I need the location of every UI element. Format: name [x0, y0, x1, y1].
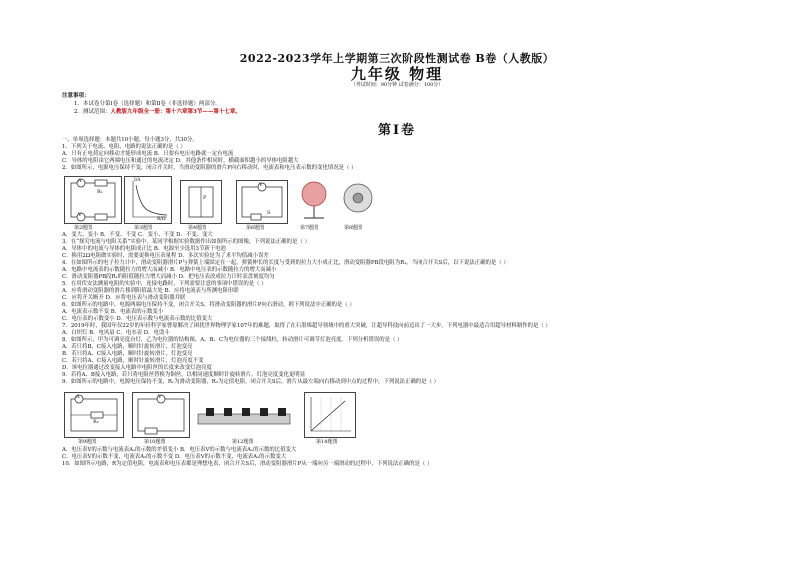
question-line: A．电流表示数不变 B．电流表的示数变小: [62, 309, 164, 315]
figure-potentiometer-q8: [338, 178, 378, 222]
voltmeter-label: V: [78, 212, 82, 218]
lamp-illustration: [296, 178, 332, 222]
question-line: B．若只将A、C接入电路，顺时针旋转滑片，灯泡变亮: [62, 351, 193, 357]
question-line: C．换用2Ω电阻做实验时，需要更换电压表量程 D．多次实验是为了求平均值减小误差: [62, 253, 269, 259]
figure-graph-q14: [304, 392, 356, 438]
figure-graph-q3: [124, 176, 172, 224]
potentiometer-illustration: [338, 178, 378, 222]
question-line: C．若只将A、C接入电路，顺时针旋转滑片，灯泡亮度不变: [62, 358, 204, 364]
figure-caption: 第9题图: [78, 439, 97, 445]
question-line: 9．如图所示的电路中，电源电压保持不变，R₁为滑动变阻器，R₂为定值电阻。闭合开关S后，滑片从最左端向右移动到中点的过程中，下列说法正确的是（ ）: [62, 379, 440, 385]
force-gauge-diagram: [181, 181, 221, 223]
question-line: C．滑动变阻器PB段R₁的阻值随拉力增大而减小 D．把电压表改成拉力计时表盘刻度均匀: [62, 274, 275, 280]
figure-caption: 第4题图: [188, 225, 207, 231]
voltmeter-label: V: [259, 182, 263, 188]
figure-caption: 第14题图: [316, 439, 338, 445]
ammeter-label: A: [78, 178, 82, 184]
question-line: D．该电位器通过改变接入电路中电阻丝的长度来改变灯泡亮度: [62, 365, 212, 371]
question-line: 3．在“探究电流与电阻关系”实验中，某同学根据实验数据作出如图所示的图像，下列说法正确的是（ ）: [62, 239, 310, 245]
question-line: A．若只将B、C接入电路，顺时针旋转滑片，灯泡变亮: [62, 344, 193, 350]
figure-circuit-q6: [236, 180, 288, 224]
question-line: A．变大、变小 B．不变、不变 C．变小、不变 D．不变、变大: [62, 232, 213, 238]
note-item-2-prefix: 2．测试范围：: [74, 109, 111, 115]
figure-caption: 第8题图: [344, 225, 363, 231]
exam-info: （考试时间：90分钟 试卷满分：100分）: [350, 82, 444, 88]
figure-caption: 第10题图: [144, 439, 166, 445]
question-line: 9．若将A、B接入电路，若只将电阻丝替换为铜丝，以相同速度顺时针旋转滑片，灯泡亮度变化更明显: [62, 372, 306, 378]
note-item-1: 1．本试卷分第Ⅰ卷（选择题）和第Ⅱ卷（非选择题）两部分。: [74, 101, 221, 107]
figure-circuit-q10: [132, 392, 190, 438]
switch-label: S: [267, 210, 271, 216]
figure-lamp-q7: [296, 178, 332, 222]
ammeter-label: A: [76, 394, 80, 400]
question-line: 4．在如图所示的电子拉力计中，滑动变阻器滑片P与弹簧上端固定在一起，弹簧伸长的长度与受到的拉力大小成正比，滑动变阻器PB段电阻为R₁，当闭合开关S后，以下说法正确的是（ ）: [62, 260, 509, 266]
voltmeter-label: V: [158, 394, 162, 400]
volume-title: 第Ⅰ卷: [377, 123, 417, 138]
question-line: C．导体的电阻由它两端电压和通过的电流决定 D．其他条件相同时，横截面积越小的导体电阻越大: [62, 158, 299, 164]
question-line: 1．下列关于电流、电阻、电路的说法正确的是（ ）: [62, 144, 186, 150]
question-line: A．白炽灯 B．电风扇 C．电水壶 D．电烫斗: [62, 330, 170, 336]
graph-y-label: I/A: [134, 178, 141, 183]
figure-circuit-q2: [64, 176, 122, 224]
question-line: 7．2019年时，我国年仅22岁的年轻科学家曹原解决了困扰世界物理学家107年的难题，取得了在石墨烯超导领域中的重大突破，让超导科技向前迈出了一大步。下列电器中最适合用超导材料制作的是（ ）: [62, 323, 551, 329]
question-line: 10．如图所示电路，R为定值电阻，电流表和电压表都是理想电表，闭合开关S后，滑动变阻器滑片P从一端向另一端滑动的过程中，下列说法正确的是（ ）: [62, 461, 433, 467]
question-line: 8．如图所示，甲为可调亮度台灯，乙为电位器的结构图，A、B、C为电位器的三个接线柱，转动滑片可调节灯泡亮度。下列分析错误的是（ ）: [62, 337, 403, 343]
resistor-label: R₂: [93, 419, 99, 425]
exam-title: 2022-2023学年上学期第三次阶段性测试卷 B卷（人教版）: [239, 52, 555, 65]
graph-x-label: R/Ω: [157, 217, 166, 222]
graph-diagram: [305, 393, 355, 437]
question-line: C．电压表V的示数不变，电流表A₂的示数不变 D．电压表V的示数不变，电流表A₁的示数变大: [62, 454, 287, 460]
question-line: A．电路中电流表的示数随拉力的增大而减小 B．电路中电压表的示数随拉力的增大而减小: [62, 267, 277, 273]
note-item-2-scope: 人教版九年级全一册：第十六章第3节——第十七章。: [110, 109, 241, 115]
figure-resistor-board-q12: [196, 402, 292, 436]
question-line: C．应将开关断开 D．应将电压表与滑动变阻器并联: [62, 295, 186, 301]
question-line: A．导体中的电流与导体的电阻成正比 B．电源至少选用3节新干电池: [62, 246, 226, 252]
circuit-diagram: [65, 177, 121, 223]
circuit-diagram: [65, 393, 123, 437]
subject-title: 九年级 物理: [350, 65, 444, 83]
slider-label: P: [203, 195, 207, 201]
figure-caption: 第12题图: [232, 439, 254, 445]
figure-caption: 第6题图: [246, 225, 265, 231]
section-title: 一、单项选择题：本题共10小题，每小题3分，共30分。: [62, 137, 198, 143]
question-line: C．电压表的示数变小 D．电压表示数与电流表示数的比值变大: [62, 316, 213, 322]
figure-device-q4: [180, 180, 222, 224]
question-line: 5．在用伏安法测量电阻的实验中，连接电路时，下列需要注意的事项中错误的是（ ）: [62, 281, 267, 287]
question-line: 6．如图所示的电路中，电源两端电压保持不变，闭合开关S，将滑动变阻器的滑片P向右滑动，则下列说法中正确的是（ ）: [62, 302, 355, 308]
figure-circuit-q9: [64, 392, 124, 438]
note-item-2: [74, 107, 241, 115]
question-line: A．电压表V的示数与电流表A₁的示数的差值变小 B．电压表V的示数与电流表A₁的示数的比值变大: [62, 447, 297, 453]
question-line: A．应将滑动变阻器的滑片移到阻值最大处 B．应将电流表与所测电阻串联: [62, 288, 239, 294]
figure-caption: 第3题图: [134, 225, 153, 231]
figure-caption: 第2题图: [74, 225, 93, 231]
question-line: A．只有正电荷定向移动才能形成电流 B．只要有电压电路就一定有电流: [62, 151, 234, 157]
resistor-label: R₁: [97, 189, 103, 195]
figure-caption: 第7题图: [300, 225, 319, 231]
notes-heading: 注意事项：: [62, 93, 90, 99]
resistor-board-diagram: [196, 402, 292, 436]
question-line: 2．如图所示，电源电压保持不变，闭合开关时，当滑动变阻器的滑片P向右移动时，电流表和电压表示数的变化情况是（ ）: [62, 165, 357, 171]
